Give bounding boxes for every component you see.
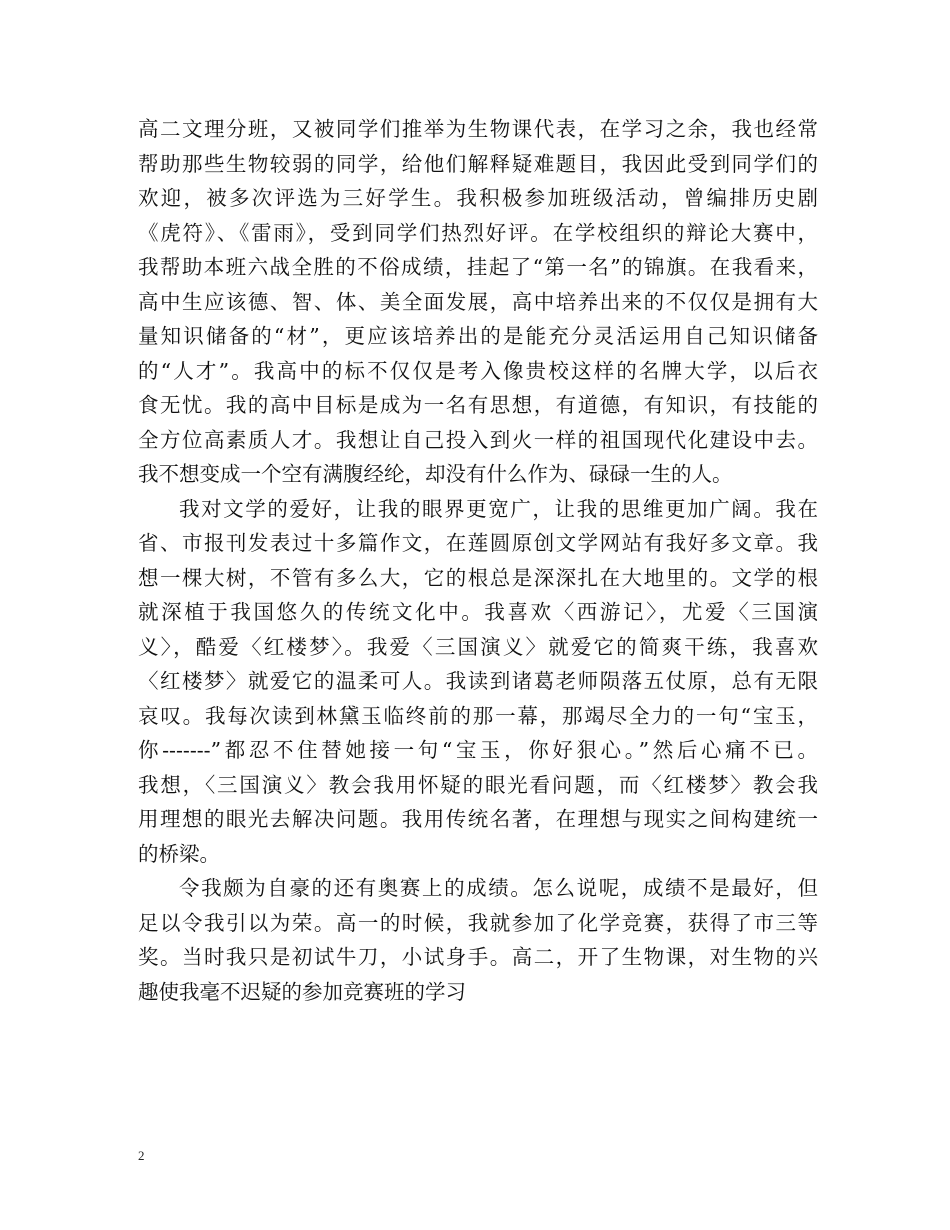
text-line: 省、市报刊发表过十多篇作文，在莲圆原创文学网站有我好多文章。我: [138, 531, 818, 555]
text-line: 哀叹。我每次读到林黛玉临终前的那一幕，那竭尽全力的一句“宝玉，: [138, 703, 818, 728]
text-line: 帮助那些生物较弱的同学，给他们解释疑难题目，我因此受到同学们的: [138, 151, 818, 176]
page-number: 2: [138, 1148, 145, 1163]
text-line: 《虎符》、《雷雨》，受到同学们热烈好评。在学校组织的辩论大赛中，: [138, 220, 818, 245]
text-line: 义〉，酷爱〈红楼梦〉。我爱〈三国演义〉就爱它的简爽干练，我喜欢: [138, 634, 818, 659]
text-line: 〈红楼梦〉就爱它的温柔可人。我读到诸葛老师陨落五仗原，总有无限: [138, 669, 818, 693]
text-line: 令我颇为自豪的还有奥赛上的成绩。怎么说呢，成绩不是最好，但: [179, 876, 818, 900]
text-line: 我对文学的爱好，让我的眼界更宽广，让我的思维更加广阔。我在: [179, 496, 818, 521]
text-line: 欢迎，被多次评选为三好学生。我积极参加班级活动，曾编排历史剧: [138, 186, 818, 210]
text-line: 我不想变成一个空有满腹经纶，却没有什么作为、碌碌一生的人。: [138, 462, 733, 486]
text-line: 足以令我引以为荣。高一的时候，我就参加了化学竞赛，获得了市三等: [138, 910, 818, 935]
text-line: 的“人才”。我高中的标不仅仅是考入像贵校这样的名牌大学，以后衣: [138, 358, 818, 383]
paragraph: [138, 492, 818, 872]
text-line: 我想，〈三国演义〉教会我用怀疑的眼光看问题，而〈红楼梦〉教会我: [138, 772, 818, 797]
paragraph: [138, 871, 818, 1009]
text-line: 高中生应该德、智、体、美全面发展，高中培养出来的不仅仅是拥有大: [138, 289, 818, 314]
text-line: 全方位高素质人才。我想让自己投入到火一样的祖国现代化建设中去。: [138, 427, 818, 452]
text-line: 就深植于我国悠久的传统文化中。我喜欢〈西游记〉，尤爱〈三国演: [138, 600, 818, 624]
text-line: 奖。当时我只是初试牛刀，小试身手。高二，开了生物课，对生物的兴: [138, 945, 818, 969]
text-line: 用理想的眼光去解决问题。我用传统名著，在理想与现实之间构建统一: [138, 807, 818, 831]
text-line: 高二文理分班，又被同学们推举为生物课代表，在学习之余，我也经常: [138, 117, 818, 141]
text-line: 量知识储备的“材”，更应该培养出的是能充分灵活运用自己知识储备: [138, 324, 818, 348]
text-line: 的桥梁。: [138, 841, 220, 866]
text-line: 食无忧。我的高中目标是成为一名有思想，有道德，有知识，有技能的: [138, 393, 818, 417]
text-line: 想一棵大树，不管有多么大，它的根总是深深扎在大地里的。文学的根: [138, 565, 818, 590]
text-line: 你-------”都忍不住替她接一句“宝玉，你好狠心。”然后心痛不已。: [138, 738, 818, 762]
text-line: 趣使我毫不迟疑的参加竞赛班的学习: [138, 979, 466, 1004]
text-line: 我帮助本班六战全胜的不俗成绩，挂起了“第一名”的锦旗。在我看来，: [138, 255, 818, 279]
paragraph: [138, 112, 818, 492]
body-text: [138, 112, 818, 1009]
